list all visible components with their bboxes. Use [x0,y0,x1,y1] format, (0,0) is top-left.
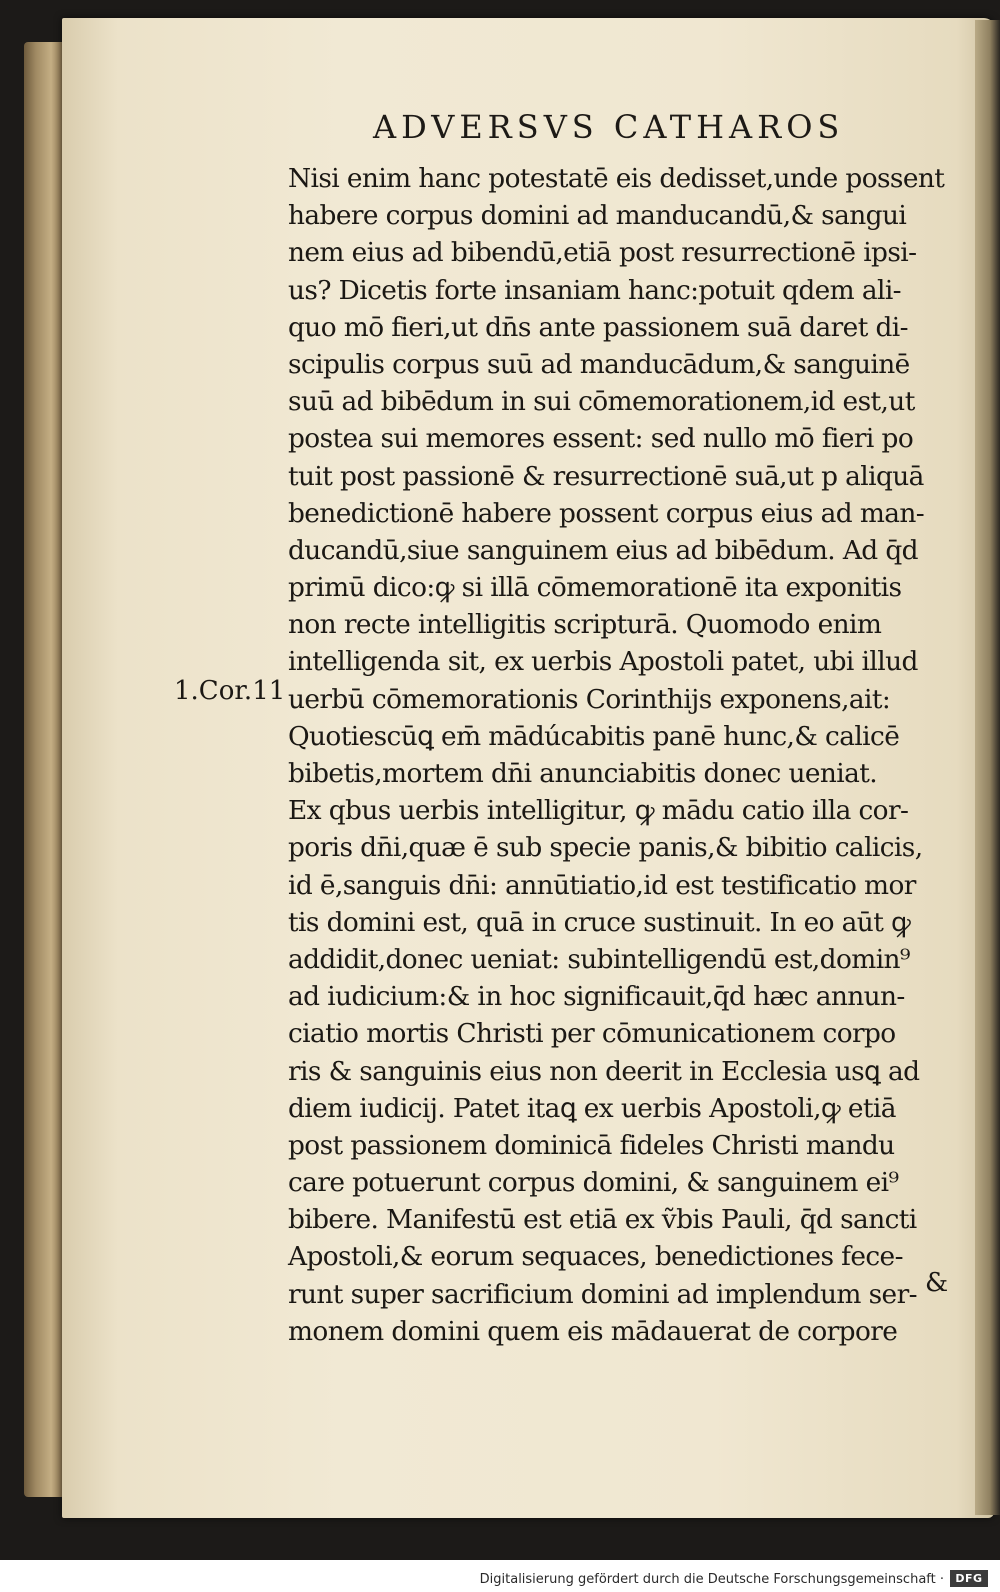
text-line: care potuerunt corpus domini, & sanguinem ei⁹ [288,1167,899,1199]
text-line: runt super sacrificium domini ad implendum ser- [288,1278,917,1310]
text-line: nem eius ad bibendū,etiā post resurrectionē ipsi- [288,237,917,269]
text-line: id ē,sanguis dn̄i: annūtiatio,id est testificatio mor [288,869,916,901]
text-line: Apostoli,& eorum sequaces, benedictiones fece- [288,1241,903,1273]
text-line: us? Dicetis forte insaniam hanc:potuit qdem ali- [288,274,902,306]
text-line: ris & sanguinis eius non deerit in Ecclesia usꝗ ad [288,1055,920,1087]
text-line: monem domini quem eis mādauerat de corpore [288,1315,898,1347]
text-line: tuit post passionē & resurrectionē suā,ut p aliquā [288,460,924,492]
text-line: addidit,donec ueniat: subintelligendū est,domin⁹ [288,943,910,975]
body-text [288,160,968,1350]
text-line: ducandū,siue sanguinem eius ad bibēdum. Ad q̄d [288,534,918,566]
footer-bar [0,1560,1000,1592]
text-line: scipulis corpus suū ad manducādum,& sanguinē [288,348,910,380]
text-line: bibere. Manifestū est etiā ex ṽbis Pauli, q̄d sancti [288,1204,917,1236]
text-line: ad iudicium:& in hoc significauit,q̄d hæc annun- [288,981,905,1013]
text-line: Nisi enim hanc potestatē eis dedisset,unde possent [288,163,945,194]
text-line: uerbū cōmemorationis Corinthijs exponens,ait: [288,683,891,715]
text-line: benedictionē habere possent corpus eius ad man- [288,497,925,529]
footer-credit: Digitalisierung gefördert durch die Deutsche Forschungsgemeinschaft · [479,1572,944,1587]
text-line: intelligenda sit, ex uerbis Apostoli patet, ubi illud [288,646,918,678]
text-line: primū dico:ꝙ si illā cōmemorationē ita exponitis [288,572,902,604]
text-line: ciatio mortis Christi per cōmunicationem corpo [288,1018,896,1050]
text-line: habere corpus domini ad manducandū,& sangui [288,200,907,232]
dfg-logo: DFG [950,1570,988,1587]
text-line: quo mō fieri,ut dn̄s ante passionem suā daret di- [288,311,908,343]
margin-note: 1.Cor.11 [174,676,286,706]
text-line: tis domini est, quā in cruce sustinuit. In eo aūt ꝙ [288,906,911,938]
text-line: poris dn̄i,quæ ē sub specie panis,& bibitio calicis, [288,832,923,864]
text-line: post passionem dominicā fideles Christi mandu [288,1129,895,1161]
text-line: non recte intelligitis scripturā. Quomodo enim [288,609,882,641]
book-gutter-shadow [975,20,1000,1515]
running-head: ADVERSVS CATHAROS [373,108,845,146]
text-line: diem iudicij. Patet itaꝗ ex uerbis Apostoli,ꝙ etiā [288,1092,896,1124]
text-line: Ex qbus uerbis intelligitur, ꝙ mādu catio illa cor- [288,795,909,827]
catchword: & [925,1268,949,1298]
text-line: postea sui memores essent: sed nullo mō fieri po [288,423,914,455]
text-line: suū ad bibēdum in sui cōmemorationem,id est,ut [288,386,915,418]
text-line: Quotiescūꝗ em̄ mādúcabitis panē hunc,& calicē [288,720,900,752]
text-line: bibetis,mortem dn̄i anunciabitis donec ueniat. [288,758,878,789]
